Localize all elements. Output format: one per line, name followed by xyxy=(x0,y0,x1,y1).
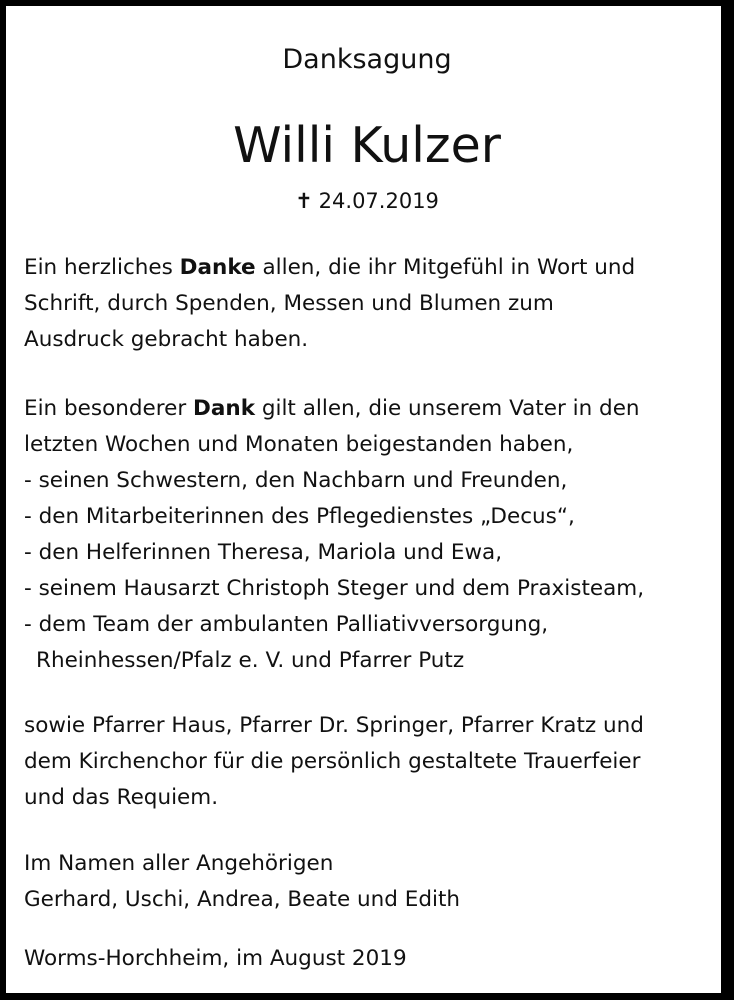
death-date: 24.07.2019 xyxy=(318,189,439,213)
thanks-line-1: Ein herzliches Danke allen, die ihr Mitgefühl in Wort und xyxy=(24,255,636,280)
special-thanks-line-2: letzten Wochen und Monaten beigestanden haben, xyxy=(24,432,574,457)
list-item: - den Mitarbeiterinnen des Pflegedienstes „Decus“, xyxy=(24,504,575,529)
thanks-line-3: Ausdruck gebracht haben. xyxy=(24,327,309,352)
list-item: - seinen Schwestern, den Nachbarn und Freunden, xyxy=(24,468,568,493)
thanks-emphasis: Danke xyxy=(179,255,256,280)
list-item-continuation: Rheinhessen/Pfalz e. V. und Pfarrer Putz xyxy=(36,648,465,673)
death-date-line xyxy=(0,185,734,217)
deceased-name: Willi Kulzer xyxy=(233,117,501,174)
clergy-thanks-line-3: und das Requiem. xyxy=(24,785,219,810)
special-thanks-paragraph xyxy=(24,391,714,679)
place-date: Worms-Horchheim, im August 2019 xyxy=(24,946,407,971)
signature-intro: Im Namen aller Angehörigen xyxy=(24,851,334,876)
special-thanks-line-1: Ein besonderer Dank gilt allen, die unserem Vater in den xyxy=(24,396,640,421)
signature-names: Gerhard, Uschi, Andrea, Beate und Edith xyxy=(24,887,461,912)
list-item: - den Helferinnen Theresa, Mariola und Ewa, xyxy=(24,540,503,565)
notice-title: Danksagung xyxy=(282,44,452,75)
list-item: - seinem Hausarzt Christoph Steger und dem Praxisteam, xyxy=(24,576,645,601)
thanks-line-2: Schrift, durch Spenden, Messen und Blumen zum xyxy=(24,291,554,316)
list-item: - dem Team der ambulanten Palliativversorgung, xyxy=(24,612,549,637)
signature-block xyxy=(24,846,714,918)
special-thanks-emphasis: Dank xyxy=(193,396,255,421)
clergy-thanks-line-2: dem Kirchenchor für die persönlich gestaltete Trauerfeier xyxy=(24,749,641,774)
thanks-paragraph xyxy=(24,250,714,358)
clergy-thanks-line-1: sowie Pfarrer Haus, Pfarrer Dr. Springer, Pfarrer Kratz und xyxy=(24,713,644,738)
cross-icon: ✝ xyxy=(295,189,313,213)
clergy-thanks-paragraph xyxy=(24,708,714,816)
